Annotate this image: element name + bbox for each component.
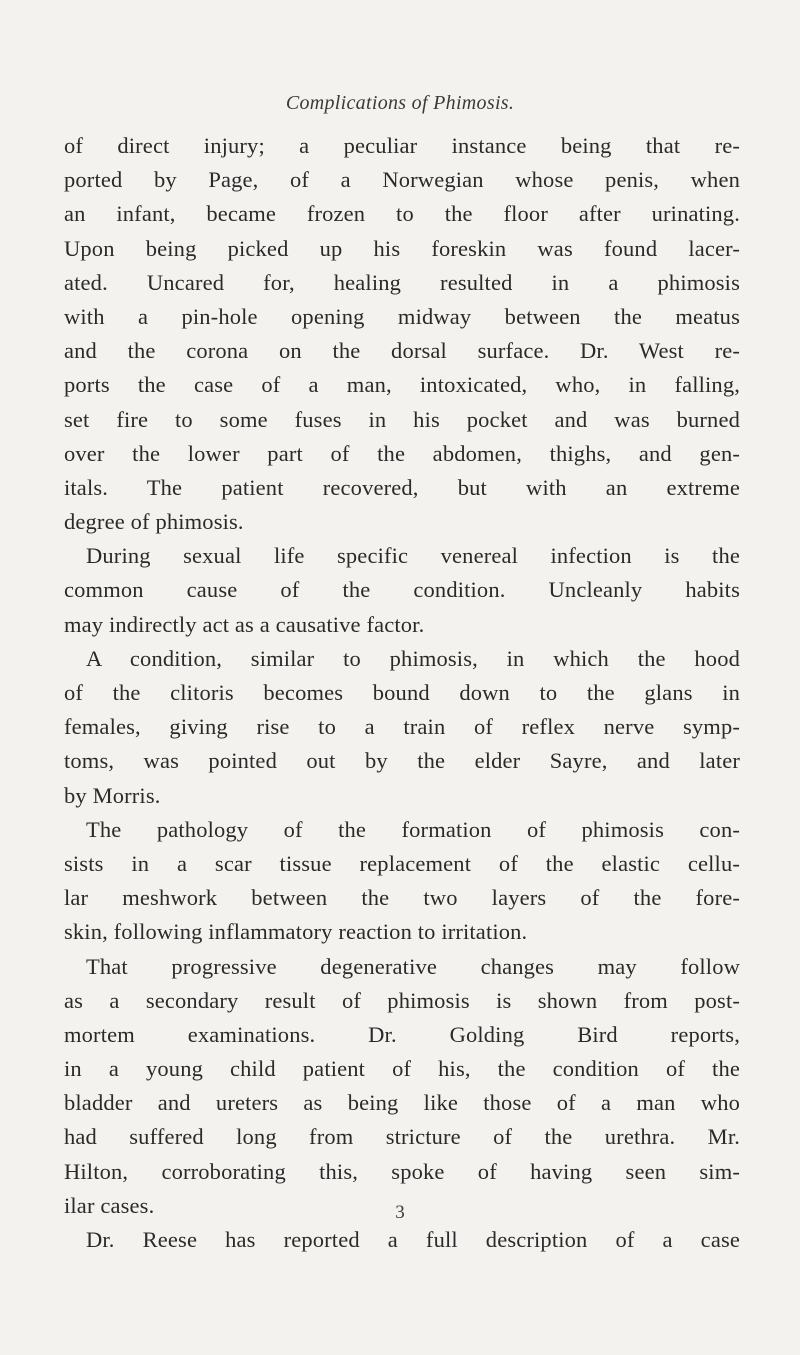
text-line: of the clitoris becomes bound down to the glans in — [64, 680, 740, 705]
text-line: degree of phimosis. — [64, 509, 244, 535]
text-line: During sexual life specific venereal infection is the — [86, 543, 740, 569]
text-line: bladder and ureters as being like those of a man who — [64, 1090, 740, 1116]
text-line: Dr. Reese has reported a full description of a case — [86, 1227, 740, 1252]
text-line: mortem examinations. Dr. Golding Bird reports, — [64, 1021, 740, 1047]
text-line: with a pin-hole opening midway between the meatus — [64, 303, 740, 329]
text-line: set fire to some fuses in his pocket and was burned — [64, 406, 740, 432]
text-line: ated. Uncared for, healing resulted in a phimosis — [64, 269, 740, 295]
text-line: and the corona on the dorsal surface. Dr. West re- — [64, 338, 740, 364]
text-line: over the lower part of the abdomen, thighs, and gen- — [64, 440, 740, 466]
text-line: sists in a scar tissue replacement of the elastic cellu- — [64, 850, 740, 876]
text-line: lar meshwork between the two layers of the fore- — [64, 885, 740, 911]
text-line: may indirectly act as a causative factor. — [64, 611, 425, 637]
text-line: itals. The patient recovered, but with an extreme — [64, 474, 740, 500]
text-line: toms, was pointed out by the elder Sayre, and later — [64, 748, 740, 774]
text-line: in a young child patient of his, the condition of the — [64, 1056, 740, 1082]
body-text — [64, 129, 740, 1257]
text-line: skin, following inflammatory reaction to irritation. — [64, 919, 528, 945]
text-line: ilar cases. — [64, 1192, 155, 1218]
text-line: ported by Page, of a Norwegian whose penis, when — [64, 167, 740, 193]
text-line: Upon being picked up his foreskin was found lacer- — [64, 235, 740, 261]
text-line: of direct injury; a peculiar instance being that re- — [64, 133, 740, 158]
text-line: by Morris. — [64, 782, 161, 808]
text-line: had suffered long from stricture of the urethra. Mr. — [64, 1124, 740, 1150]
text-line: females, giving rise to a train of reflex nerve symp- — [64, 714, 740, 740]
text-line: an infant, became frozen to the floor after urinating. — [64, 201, 740, 227]
text-line: Hilton, corroborating this, spoke of having seen sim- — [64, 1158, 740, 1184]
page-number: 3 — [395, 1202, 405, 1223]
text-line: as a secondary result of phimosis is shown from post- — [64, 987, 740, 1013]
running-head: Complications of Phimosis. — [285, 92, 515, 114]
text-line: A condition, similar to phimosis, in which the hood — [86, 645, 740, 671]
text-line: ports the case of a man, intoxicated, who, in falling, — [64, 372, 740, 398]
text-line: common cause of the condition. Uncleanly habits — [64, 577, 740, 603]
text-line: That progressive degenerative changes may follow — [86, 953, 740, 979]
text-line: The pathology of the formation of phimosis con- — [86, 816, 740, 842]
